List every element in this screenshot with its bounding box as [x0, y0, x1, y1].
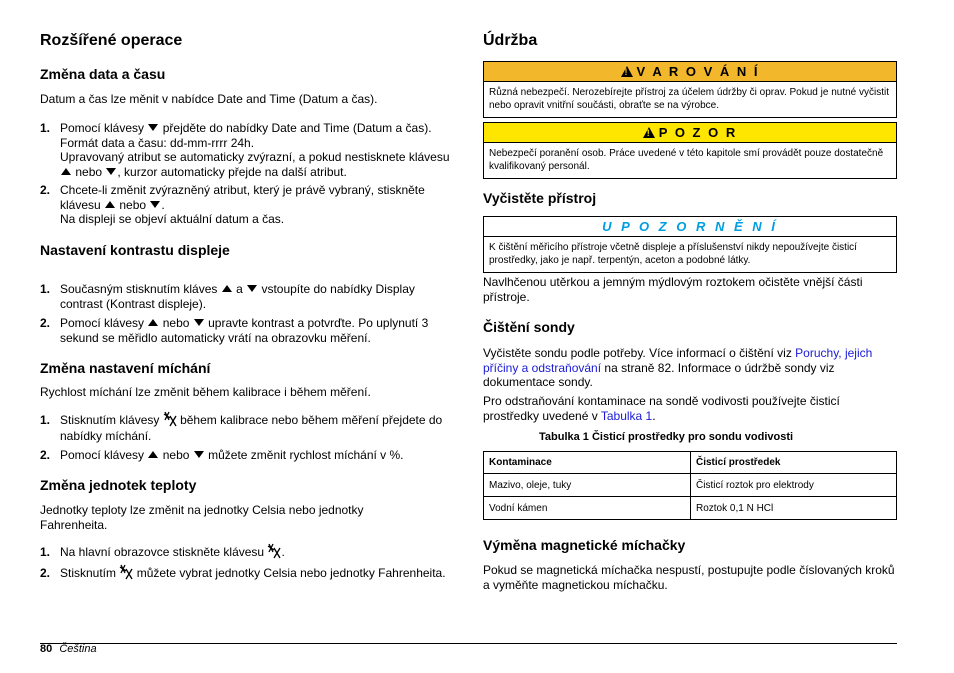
table-header-row: [484, 452, 897, 474]
stirrer-key-icon: [119, 564, 133, 580]
table-row: [484, 474, 897, 497]
stirring-intro: Rychlost míchání lze změnit během kalibrace i během měření.: [40, 385, 371, 399]
step-number: 2.: [40, 183, 51, 197]
warning-text: Různá nebezpečí. Nerozebírejte přístroj za účelem údržby či oprav. Pokud je nutné vyčistit nebo opravit vnitřní součásti, obraťte se na výrobce.: [489, 87, 890, 111]
arrow-down-icon: [106, 168, 116, 175]
caution-header: !P O Z O R: [484, 123, 896, 143]
stirring-step-2: 2. Pomocí klávesy nebo můžete změnit rychlost míchání v %.: [40, 448, 404, 462]
section-title-maintenance: Údržba: [483, 32, 538, 49]
arrow-up-icon: [148, 319, 158, 326]
table-cell: Roztok 0,1 N HCl: [691, 497, 897, 520]
caution-box: [483, 122, 897, 179]
page-number: 80: [40, 643, 53, 655]
footer-divider: [40, 643, 897, 644]
notice-header: U P O Z O R N Ě N Í: [484, 217, 896, 237]
step-number: 2.: [40, 566, 51, 580]
date-time-step-2: 2. Chcete-li změnit zvýrazněný atribut, který je právě vybraný, stiskněte klávesu nebo . Na displeji se objeví aktuální datum a čas.: [40, 183, 425, 226]
heading-stirrer-replacement: Výměna magnetické míchačky: [483, 537, 686, 553]
cleaning-agents-table: [483, 451, 897, 520]
heading-temperature-units: Změna jednotek teploty: [40, 477, 197, 493]
section-title-advanced-operations: Rozšířené operace: [40, 32, 183, 49]
step-number: 1.: [40, 413, 51, 427]
table-1-link[interactable]: Tabulka 1: [600, 408, 653, 423]
warning-icon: [621, 66, 633, 77]
table-caption: Tabulka 1 Čisticí prostředky pro sondu vodivosti: [539, 431, 794, 443]
contrast-step-1: 1. Současným stisknutím kláves a vstoupíte do nabídky Display contrast (Kontrast displeje).: [40, 282, 415, 311]
step-number: 1.: [40, 121, 51, 135]
warning-box: [483, 61, 897, 118]
caution-icon: [643, 127, 655, 138]
table-header-cleaning-agent: Čisticí prostředek: [691, 452, 897, 474]
temp-intro: Jednotky teploty lze změnit na jednotky Celsia nebo jednotky Fahrenheita.: [40, 503, 364, 532]
table-cell: Vodní kámen: [484, 497, 691, 520]
table-cell: Čisticí roztok pro elektrody: [691, 474, 897, 497]
notice-text: K čištění měřicího přístroje včetně displeje a příslušenství nikdy nepoužívejte čisticí prostředky, jako je např. terpentýn, aceton a podobné látky.: [489, 242, 857, 266]
step-number: 1.: [40, 282, 51, 296]
arrow-down-icon: [150, 201, 160, 208]
clean-probe-paragraph-2: Pro odstraňování kontaminace na sondě vodivosti používejte čisticí prostředky uvedené v Tabulka 1.: [483, 394, 840, 423]
temp-step-1: 1. Na hlavní obrazovce stiskněte klávesu .: [40, 545, 285, 560]
temp-step-2: 2. Stisknutím můžete vybrat jednotky Celsia nebo jednotky Fahrenheita.: [40, 566, 446, 581]
step-number: 1.: [40, 545, 51, 559]
heading-clean-instrument: Vyčistěte přístroj: [483, 190, 597, 206]
warning-header: !V A R O V Á N Í: [484, 62, 896, 82]
heading-display-contrast: Nastavení kontrastu displeje: [40, 242, 230, 258]
stirrer-replacement-text: Pokud se magnetická míchačka nespustí, postupujte podle číslovaných kroků a vyměňte magnetickou míchačku.: [483, 563, 895, 592]
arrow-down-icon: [148, 124, 158, 131]
date-time-intro: Datum a čas lze měnit v nabídce Date and Time (Datum a čas).: [40, 92, 378, 106]
table-row: [484, 497, 897, 520]
page-footer: [40, 643, 97, 655]
footer-language: Čeština: [59, 643, 97, 655]
heading-date-time: Změna data a času: [40, 66, 166, 82]
stirring-step-1: 1. Stisknutím klávesy během kalibrace nebo během měření přejdete do nabídky míchání.: [40, 413, 443, 443]
arrow-down-icon: [194, 451, 204, 458]
heading-clean-probe: Čištění sondy: [483, 319, 575, 335]
arrow-up-icon: [222, 285, 232, 292]
arrow-down-icon: [247, 285, 257, 292]
stirrer-key-icon: [163, 411, 177, 427]
notice-box: [483, 216, 897, 273]
arrow-up-icon: [61, 168, 71, 175]
stirrer-key-icon: [267, 543, 281, 559]
clean-probe-paragraph-1: Vyčistěte sondu podle potřeby. Více informací o čištění viz Poruchy, jejich příčiny a odstraňování na straně 82. Informace o údržbě sondy viz dokumentace sondy.: [483, 346, 873, 389]
troubleshooting-link[interactable]: Poruchy, jejich příčiny a odstraňování: [483, 346, 873, 375]
table-cell: Mazivo, oleje, tuky: [484, 474, 691, 497]
arrow-down-icon: [194, 319, 204, 326]
date-time-step-1: 1. Pomocí klávesy přejděte do nabídky Date and Time (Datum a čas). Formát data a času: dd-mm-rrrr 24h. Upravovaný atribut se automaticky zvýrazní, a pokud nestisknete klávesu nebo , kurzor automaticky přejde na další atribut.: [40, 121, 450, 179]
caution-text: Nebezpečí poranění osob. Práce uvedené v této kapitole smí provádět pouze dostatečně kvalifikovaný personál.: [489, 148, 884, 172]
arrow-up-icon: [105, 201, 115, 208]
step-number: 2.: [40, 316, 51, 330]
contrast-step-2: 2. Pomocí klávesy nebo upravte kontrast a potvrďte. Po uplynutí 3 sekund se měřidlo automaticky vrátí na obrazovku měření.: [40, 316, 429, 345]
clean-instrument-text: Navlhčenou utěrkou a jemným mýdlovým roztokem očistěte vnější části přístroje.: [483, 275, 863, 304]
heading-stirring: Změna nastavení míchání: [40, 360, 211, 376]
arrow-up-icon: [148, 451, 158, 458]
table-header-contamination: Kontaminace: [484, 452, 691, 474]
step-number: 2.: [40, 448, 51, 462]
